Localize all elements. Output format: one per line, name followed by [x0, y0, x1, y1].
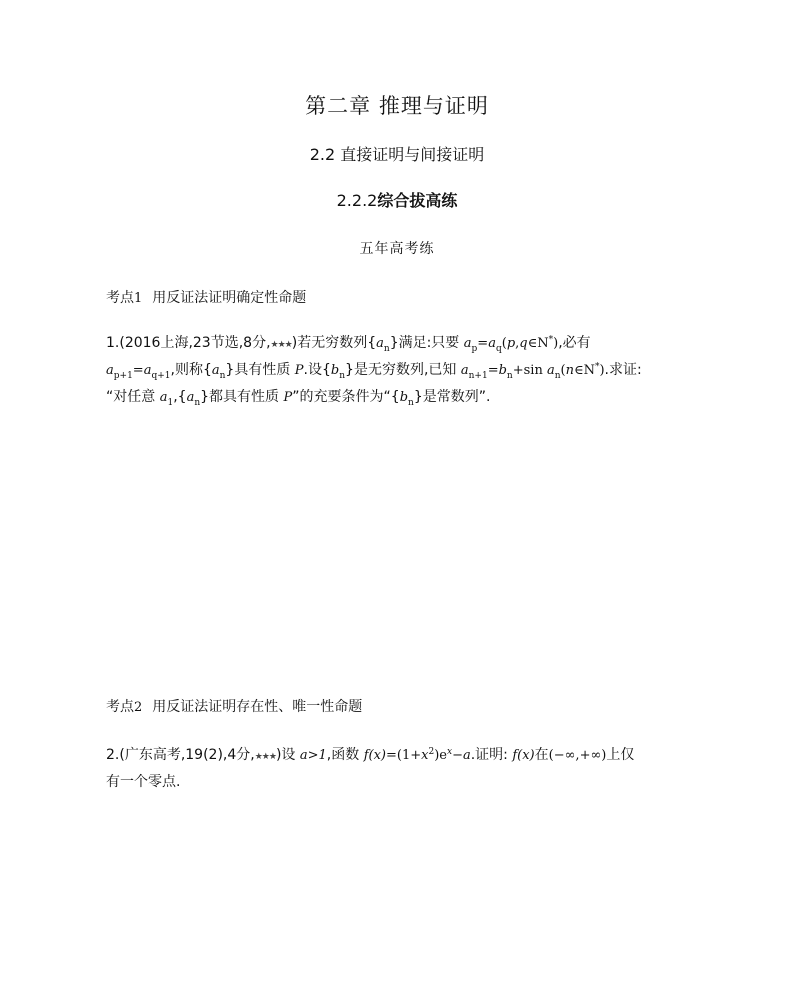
math-var: a: [463, 336, 472, 351]
q1-text: ”的充要条件为“{: [292, 389, 400, 405]
q1-text: }是无穷数列,已知: [345, 362, 457, 378]
math-var: a: [460, 363, 469, 378]
topic-number: 1: [134, 291, 143, 306]
math-var: q: [519, 336, 528, 351]
q1-text: “对任意: [106, 389, 156, 405]
topic-heading-1: [106, 287, 306, 307]
question-1: [106, 330, 696, 411]
question-1-line-3: [106, 384, 696, 411]
math-var: a: [159, 390, 168, 405]
q1-text: }具有性质: [225, 362, 291, 378]
subsection-title: [0, 188, 794, 211]
q2-text: 上仅: [606, 747, 635, 763]
topic-number: 2: [134, 700, 143, 715]
math-sup: 2: [428, 747, 435, 757]
math-sub: q+1: [151, 371, 171, 381]
math-var: n: [565, 363, 574, 378]
topic-title: 用反证法证明确定性命题: [152, 290, 307, 306]
math-op: +sin: [512, 363, 547, 378]
q1-text: .设{: [303, 362, 331, 378]
math-var: P: [294, 363, 304, 378]
topic-title: 用反证法证明存在性、唯一性命题: [152, 699, 363, 715]
math-op: ): [599, 363, 605, 378]
math-op: =: [132, 363, 144, 378]
math-sub: n: [219, 371, 226, 381]
topic-label: 考点: [106, 699, 134, 715]
q1-text: 1.(2016上海,23节选,8分,: [106, 335, 271, 351]
q2-text: ,函数: [326, 747, 360, 763]
math-var: x: [421, 748, 429, 763]
math-var: a: [376, 336, 384, 351]
math-sup: x: [446, 747, 453, 757]
math-expr: f(x): [512, 748, 535, 763]
math-op: =: [477, 336, 489, 351]
math-sub: n: [339, 371, 346, 381]
math-op: )e: [434, 748, 447, 763]
question-1-line-1: [106, 330, 696, 357]
question-1-line-2: [106, 357, 696, 384]
star-rating-icon: ★★★: [254, 752, 276, 762]
q2-text: 有一个零点.: [106, 774, 181, 790]
q1-text: )若无穷数列{: [291, 335, 377, 351]
math-sub: n+1: [468, 371, 488, 381]
q1-text: ,{: [173, 389, 187, 405]
math-sub: n: [554, 371, 561, 381]
q1-text: .求证:: [604, 362, 642, 378]
math-op: (: [560, 363, 566, 378]
q2-text: 2.(广东高考,19(2),4分,: [106, 747, 255, 763]
math-sub: p: [471, 344, 478, 354]
question-2: [106, 742, 696, 796]
math-sup: *: [548, 335, 554, 345]
math-var: b: [498, 363, 507, 378]
q2-text: )设: [275, 747, 296, 763]
topic-heading-2: [106, 696, 362, 716]
math-expr: f(x): [363, 748, 386, 763]
math-op: =: [487, 363, 499, 378]
math-sub: p+1: [113, 371, 133, 381]
math-sub: n: [506, 371, 513, 381]
math-expr: −a: [452, 748, 471, 763]
subsection-number: 2.2.2: [336, 191, 378, 210]
chapter-title: 第二章 推理与证明: [305, 94, 489, 118]
math-var: a: [186, 390, 195, 405]
q1-text: ,必有: [558, 335, 591, 351]
math-var: b: [330, 363, 340, 378]
question-2-line-1: [106, 742, 696, 769]
math-var: a: [488, 336, 496, 351]
math-var: a: [546, 363, 555, 378]
q1-text: }是常数列”.: [413, 389, 491, 405]
math-op: ): [553, 336, 559, 351]
q2-text: .证明:: [470, 747, 508, 763]
star-rating-icon: ★★★: [270, 340, 292, 350]
math-op: =(1+: [386, 748, 422, 763]
math-sub: 1: [167, 398, 174, 408]
math-var: a: [211, 363, 220, 378]
question-2-line-2: [106, 769, 696, 796]
math-op: ∈N: [573, 363, 595, 378]
math-op: ∈N: [527, 336, 549, 351]
topic-label: 考点: [106, 290, 134, 306]
math-sub: n: [194, 398, 201, 408]
exercise-level-heading: 五年高考练: [359, 241, 435, 257]
math-op: ,: [515, 336, 520, 351]
math-var: P: [283, 390, 293, 405]
math-op: (: [501, 336, 507, 351]
math-expr: a>1: [299, 748, 327, 763]
q1-text: ,则称{: [170, 362, 212, 378]
math-expr: (−∞,+∞): [548, 748, 607, 763]
subsection-name: 综合拔高练: [377, 191, 458, 210]
math-var: a: [106, 363, 114, 378]
q2-text: 在: [534, 747, 549, 763]
math-sub: n: [408, 398, 414, 408]
math-var: b: [399, 390, 409, 405]
math-sub: n: [383, 344, 390, 354]
math-var: a: [143, 363, 152, 378]
q1-text: }都具有性质: [200, 389, 280, 405]
q1-text: }满足:只要: [389, 335, 460, 351]
math-sub: q: [495, 344, 502, 354]
math-sup: *: [594, 362, 600, 372]
math-var: p: [506, 336, 516, 351]
section-title: 2.2 直接证明与间接证明: [309, 145, 485, 164]
